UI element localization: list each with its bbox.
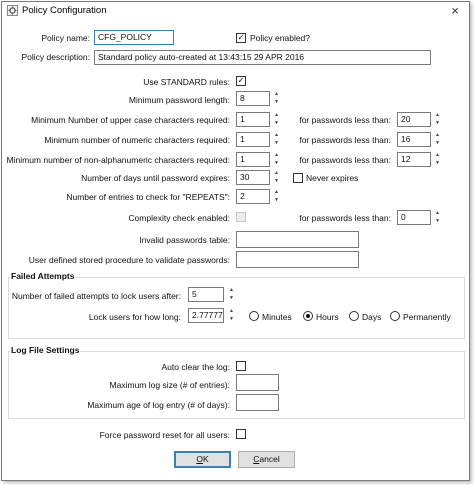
spin-up-icon[interactable]: ▲	[435, 112, 440, 118]
failed-attempts-title: Failed Attempts	[11, 271, 75, 281]
ok-mnemonic: O	[196, 454, 203, 464]
unit-permanently-radio[interactable]	[390, 311, 400, 321]
complexity-checkbox[interactable]	[236, 212, 246, 222]
complexity-label: Complexity check enabled:	[128, 213, 230, 223]
min-length-label: Minimum password length:	[128, 95, 230, 105]
max-log-size-input[interactable]	[236, 374, 279, 391]
invalid-passwords-table-input[interactable]	[236, 231, 359, 248]
unit-minutes-radio[interactable]	[249, 311, 259, 321]
min-numeric-input[interactable]: 1	[236, 132, 270, 147]
unit-permanently-label: Permanently	[403, 312, 451, 322]
min-length-spinner[interactable]	[272, 91, 281, 106]
policy-name-input[interactable]: CFG_POLICY	[94, 30, 174, 45]
stored-procedure-input[interactable]	[236, 251, 359, 268]
unit-days-label: Days	[362, 312, 382, 322]
use-standard-rules-checkbox[interactable]: ✓	[237, 76, 245, 85]
max-log-age-label: Maximum age of log entry (# of days):	[87, 400, 230, 410]
min-numeric-less-than-spinner[interactable]	[433, 132, 442, 147]
spin-down-icon[interactable]: ▼	[274, 140, 279, 146]
spin-up-icon[interactable]: ▲	[274, 170, 279, 176]
min-nonalnum-less-than-label: for passwords less than:	[299, 155, 391, 165]
cancel-button[interactable]	[238, 451, 295, 468]
days-expire-input[interactable]: 30	[236, 170, 270, 185]
min-numeric-less-than-label: for passwords less than:	[299, 135, 391, 145]
lock-duration-label: Lock users for how long:	[88, 312, 181, 322]
min-nonalnum-input[interactable]: 1	[236, 152, 270, 167]
settings-app-icon	[7, 5, 18, 16]
spin-down-icon[interactable]: ▼	[274, 120, 279, 126]
force-reset-checkbox[interactable]	[236, 429, 246, 439]
unit-days-radio[interactable]	[349, 311, 359, 321]
min-upper-spinner[interactable]	[272, 112, 281, 127]
lock-duration-input[interactable]: 2.77777	[188, 308, 224, 323]
use-standard-rules-label: Use STANDARD rules:	[143, 77, 230, 87]
min-upper-input[interactable]: 1	[236, 112, 270, 127]
failed-attempts-count-label: Number of failed attempts to lock users after:	[11, 291, 181, 301]
spin-up-icon[interactable]: ▲	[274, 132, 279, 138]
days-expire-label: Number of days until password expires:	[81, 173, 230, 183]
complexity-less-than-input[interactable]: 0	[397, 210, 431, 225]
spin-up-icon[interactable]: ▲	[274, 152, 279, 158]
policy-enabled-checkbox[interactable]: ✓	[237, 33, 245, 42]
repeats-spinner[interactable]	[272, 189, 281, 204]
lock-duration-spinner[interactable]	[227, 308, 236, 323]
policy-enabled-label: Policy enabled?	[250, 33, 311, 43]
unit-hours-radio[interactable]	[303, 311, 313, 321]
spin-up-icon[interactable]: ▲	[274, 112, 279, 118]
spin-down-icon[interactable]: ▼	[274, 197, 279, 203]
policy-configuration-window	[1, 1, 470, 481]
unit-minutes-label: Minutes	[262, 312, 292, 322]
min-numeric-less-than-input[interactable]: 16	[397, 132, 431, 147]
complexity-less-than-label: for passwords less than:	[299, 213, 391, 223]
stored-procedure-label: User defined stored procedure to validate passwords:	[28, 255, 230, 265]
spin-down-icon[interactable]: ▼	[435, 218, 440, 224]
never-expires-checkbox[interactable]	[293, 173, 303, 183]
min-upper-less-than-label: for passwords less than:	[299, 115, 391, 125]
window-title: Policy Configuration	[22, 5, 107, 16]
auto-clear-log-checkbox[interactable]	[236, 361, 246, 371]
min-nonalnum-less-than-input[interactable]: 12	[397, 152, 431, 167]
max-log-age-input[interactable]	[236, 394, 279, 411]
spin-up-icon[interactable]: ▲	[274, 91, 279, 97]
invalid-passwords-table-label: Invalid passwords table:	[139, 235, 230, 245]
log-file-settings-title: Log File Settings	[11, 345, 80, 355]
cancel-label-rest: ancel	[259, 454, 280, 464]
min-upper-label: Minimum Number of upper case characters required:	[31, 115, 230, 125]
min-numeric-label: Minimum number of numeric characters required:	[44, 135, 230, 145]
spin-up-icon[interactable]: ▲	[435, 132, 440, 138]
spin-down-icon[interactable]: ▼	[274, 160, 279, 166]
spin-down-icon[interactable]: ▼	[274, 178, 279, 184]
min-upper-less-than-spinner[interactable]	[433, 112, 442, 127]
close-icon[interactable]: ×	[451, 3, 459, 18]
min-nonalnum-spinner[interactable]	[272, 152, 281, 167]
policy-name-label: Policy name:	[41, 33, 90, 43]
cancel-mnemonic: C	[253, 454, 260, 464]
spin-down-icon[interactable]: ▼	[435, 140, 440, 146]
spin-up-icon[interactable]: ▲	[435, 210, 440, 216]
ok-button[interactable]	[174, 451, 231, 468]
spin-up-icon[interactable]: ▲	[229, 308, 234, 314]
spin-down-icon[interactable]: ▼	[229, 316, 234, 322]
min-numeric-spinner[interactable]	[272, 132, 281, 147]
min-nonalnum-label: Minimum number of non-alphanumeric characters required:	[6, 155, 230, 165]
ok-label-rest: K	[202, 454, 209, 464]
min-upper-less-than-input[interactable]: 20	[397, 112, 431, 127]
never-expires-label: Never expires	[306, 173, 359, 183]
failed-attempts-group	[8, 277, 465, 339]
auto-clear-log-label: Auto clear the log:	[161, 362, 230, 372]
unit-hours-label: Hours	[316, 312, 339, 322]
title-bar	[2, 2, 469, 20]
policy-description-input[interactable]: Standard policy auto-created at 13:43:15 29 APR 2016	[94, 50, 431, 65]
spin-up-icon[interactable]: ▲	[435, 152, 440, 158]
min-length-input[interactable]: 8	[236, 91, 270, 106]
repeats-label: Number of entries to check for "REPEATS":	[66, 192, 230, 202]
max-log-size-label: Maximum log size (# of entries):	[109, 380, 230, 390]
force-reset-label: Force password reset for all users:	[99, 430, 230, 440]
spin-down-icon[interactable]: ▼	[435, 160, 440, 166]
policy-description-label: Policy description:	[21, 52, 90, 62]
radio-selected-dot	[306, 314, 310, 318]
failed-attempts-count-spinner[interactable]	[227, 287, 236, 302]
spin-down-icon[interactable]: ▼	[435, 120, 440, 126]
spin-up-icon[interactable]: ▲	[274, 189, 279, 195]
repeats-input[interactable]: 2	[236, 189, 270, 204]
failed-attempts-count-input[interactable]: 5	[188, 287, 224, 302]
spin-up-icon[interactable]: ▲	[229, 287, 234, 293]
spin-down-icon[interactable]: ▼	[274, 99, 279, 105]
complexity-less-than-spinner[interactable]	[433, 210, 442, 225]
min-nonalnum-less-than-spinner[interactable]	[433, 152, 442, 167]
days-expire-spinner[interactable]	[272, 170, 281, 185]
spin-down-icon[interactable]: ▼	[229, 295, 234, 301]
